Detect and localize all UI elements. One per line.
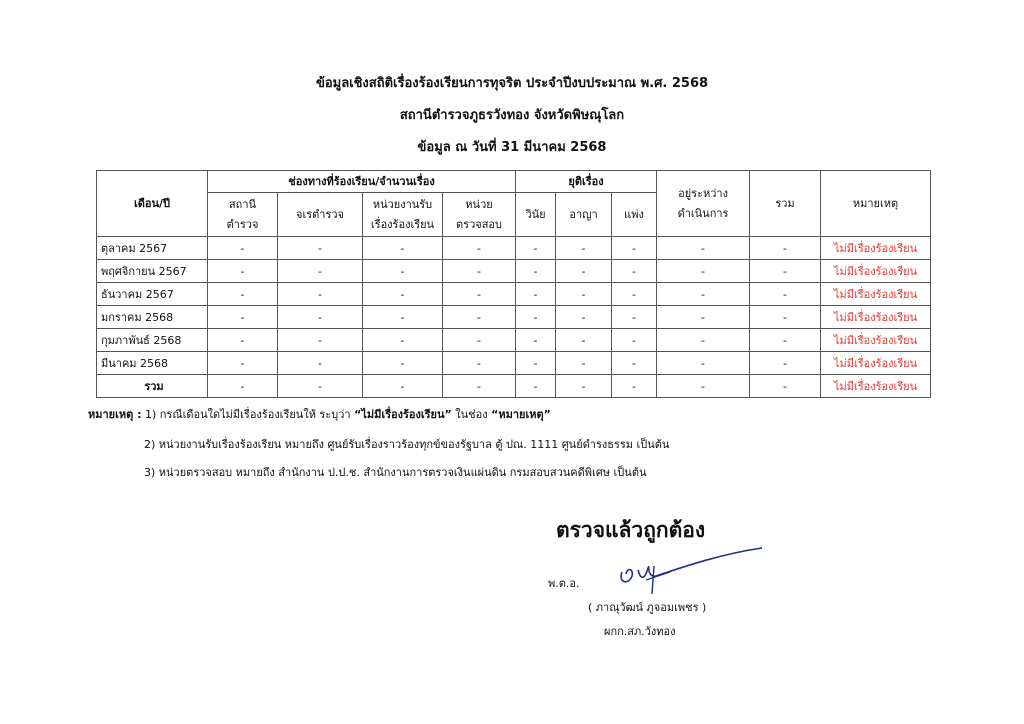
signature-mark (610, 538, 770, 598)
month-header: เดือน/ปี (97, 171, 208, 237)
row-value: - (516, 352, 556, 375)
row-remark: ไม่มีเรื่องร้องเรียน (821, 283, 931, 306)
row-value: - (657, 283, 750, 306)
row-value: - (750, 375, 821, 398)
audit-agency-line2: ตรวจสอบ (456, 217, 502, 231)
note-1-quote: “ไม่มีเรื่องร้องเรียน” (354, 408, 452, 421)
note-1-field: “หมายเหตุ” (491, 408, 551, 421)
row-value: - (556, 283, 612, 306)
row-value: - (443, 237, 516, 260)
row-value: - (278, 375, 363, 398)
audit-agency-line1: หน่วย (465, 197, 493, 211)
row-value: - (516, 237, 556, 260)
table-row (97, 260, 931, 283)
receiving-agency-line1: หน่วยงานรับ (372, 197, 433, 211)
audit-agency-header (443, 193, 516, 237)
row-remark: ไม่มีเรื่องร้องเรียน (821, 237, 931, 260)
statistics-table (96, 170, 931, 398)
row-value: - (612, 352, 657, 375)
row-value: - (657, 375, 750, 398)
row-value: - (516, 329, 556, 352)
row-value: - (556, 375, 612, 398)
row-value: - (208, 237, 278, 260)
total-header: รวม (750, 171, 821, 237)
row-remark: ไม่มีเรื่องร้องเรียน (821, 375, 931, 398)
row-value: - (612, 306, 657, 329)
row-value: - (278, 237, 363, 260)
row-value: - (208, 329, 278, 352)
table-row (97, 329, 931, 352)
station-name: สถานีตำรวจภูธรวังทอง จังหวัดพิษณุโลก (399, 108, 625, 123)
row-value: - (612, 283, 657, 306)
row-value: - (657, 237, 750, 260)
station-channel-line2: ตำรวจ (226, 217, 259, 231)
row-value: - (363, 237, 443, 260)
row-month: พฤศจิกายน 2567 (97, 260, 208, 283)
row-value: - (208, 260, 278, 283)
receiving-agency-header (363, 193, 443, 237)
row-month: มีนาคม 2568 (97, 352, 208, 375)
row-value: - (750, 260, 821, 283)
row-remark: ไม่มีเรื่องร้องเรียน (821, 306, 931, 329)
row-value: - (443, 283, 516, 306)
row-value: - (556, 260, 612, 283)
row-value: - (443, 260, 516, 283)
table-body (97, 237, 931, 398)
row-value: - (657, 329, 750, 352)
inspector-channel-header: จเรตำรวจ (278, 193, 363, 237)
row-remark: ไม่มีเรื่องร้องเรียน (821, 352, 931, 375)
row-value: - (278, 306, 363, 329)
table-row (97, 375, 931, 398)
note-3: 3) หน่วยตรวจสอบ หมายถึง สำนักงาน ป.ป.ช. สำนักงานการตรวจเงินแผ่นดิน กรมสอบสวนคดีพิเศษ เป็นต้น (144, 466, 647, 479)
row-value: - (443, 306, 516, 329)
table-row (97, 352, 931, 375)
row-value: - (612, 260, 657, 283)
remark-header: หมายเหตุ (821, 171, 931, 237)
row-value: - (750, 283, 821, 306)
row-value: - (556, 329, 612, 352)
row-value: - (363, 306, 443, 329)
signer-rank: พ.ต.อ. (548, 577, 580, 590)
row-value: - (363, 352, 443, 375)
row-value: - (612, 237, 657, 260)
row-value: - (443, 352, 516, 375)
row-value: - (443, 375, 516, 398)
row-value: - (612, 375, 657, 398)
row-value: - (556, 352, 612, 375)
row-value: - (516, 283, 556, 306)
row-remark: ไม่มีเรื่องร้องเรียน (821, 260, 931, 283)
row-remark: ไม่มีเรื่องร้องเรียน (821, 329, 931, 352)
row-value: - (278, 329, 363, 352)
data-date: ข้อมูล ณ วันที่ 31 มีนาคม 2568 (417, 140, 607, 155)
table-row (97, 283, 931, 306)
note-1 (88, 408, 551, 422)
note-1-middle: ในช่อง (451, 408, 492, 421)
row-value: - (612, 329, 657, 352)
criminal-header: อาญา (556, 193, 612, 237)
note-1-text: 1) กรณีเดือนใดไม่มีเรื่องร้องเรียนให้ ระบุว่า (145, 408, 355, 421)
row-month: มกราคม 2568 (97, 306, 208, 329)
notes-label: หมายเหตุ : (88, 408, 142, 421)
row-month: ธันวาคม 2567 (97, 283, 208, 306)
row-month: กุมภาพันธ์ 2568 (97, 329, 208, 352)
station-channel-header (208, 193, 278, 237)
row-value: - (208, 375, 278, 398)
row-value: - (278, 283, 363, 306)
inprogress-header-line1: อยู่ระหว่าง (678, 186, 728, 200)
verified-heading: ตรวจแล้วถูกต้อง (556, 518, 706, 542)
receiving-agency-line2: เรื่องร้องเรียน (370, 217, 435, 231)
row-month: ตุลาคม 2567 (97, 237, 208, 260)
row-value: - (657, 352, 750, 375)
row-value: - (516, 306, 556, 329)
row-value: - (208, 352, 278, 375)
row-value: - (278, 352, 363, 375)
row-value: - (208, 283, 278, 306)
signer-position: ผกก.สภ.วังทอง (604, 625, 676, 638)
row-value: - (750, 306, 821, 329)
row-value: - (363, 260, 443, 283)
channels-header: ช่องทางที่ร้องเรียน/จำนวนเรื่อง (208, 171, 516, 193)
row-value: - (208, 306, 278, 329)
row-value: - (278, 260, 363, 283)
row-value: - (657, 306, 750, 329)
station-channel-line1: สถานี (228, 197, 257, 211)
row-month: รวม (97, 375, 208, 398)
closed-header: ยุติเรื่อง (516, 171, 657, 193)
discipline-header: วินัย (516, 193, 556, 237)
row-value: - (363, 283, 443, 306)
row-value: - (750, 237, 821, 260)
inprogress-header (657, 171, 750, 237)
table-row (97, 237, 931, 260)
civil-header: แพ่ง (612, 193, 657, 237)
row-value: - (556, 306, 612, 329)
row-value: - (556, 237, 612, 260)
note-2: 2) หน่วยงานรับเรื่องร้องเรียน หมายถึง ศูนย์รับเรื่องราวร้องทุกข์ของรัฐบาล ตู้ ปณ. 1111 ศูนย์ดำรงธรรม เป็นต้น (144, 438, 670, 451)
row-value: - (363, 329, 443, 352)
row-value: - (750, 352, 821, 375)
row-value: - (516, 260, 556, 283)
row-value: - (657, 260, 750, 283)
signer-name: ( ภาณุวัฒน์ ภูจอมเพชร ) (588, 601, 707, 614)
row-value: - (443, 329, 516, 352)
inprogress-header-line2: ดำเนินการ (677, 206, 729, 220)
row-value: - (750, 329, 821, 352)
table-row (97, 306, 931, 329)
row-value: - (516, 375, 556, 398)
document-title: ข้อมูลเชิงสถิติเรื่องร้องเรียนการทุจริต ประจำปีงบประมาณ พ.ศ. 2568 (315, 76, 709, 91)
row-value: - (363, 375, 443, 398)
